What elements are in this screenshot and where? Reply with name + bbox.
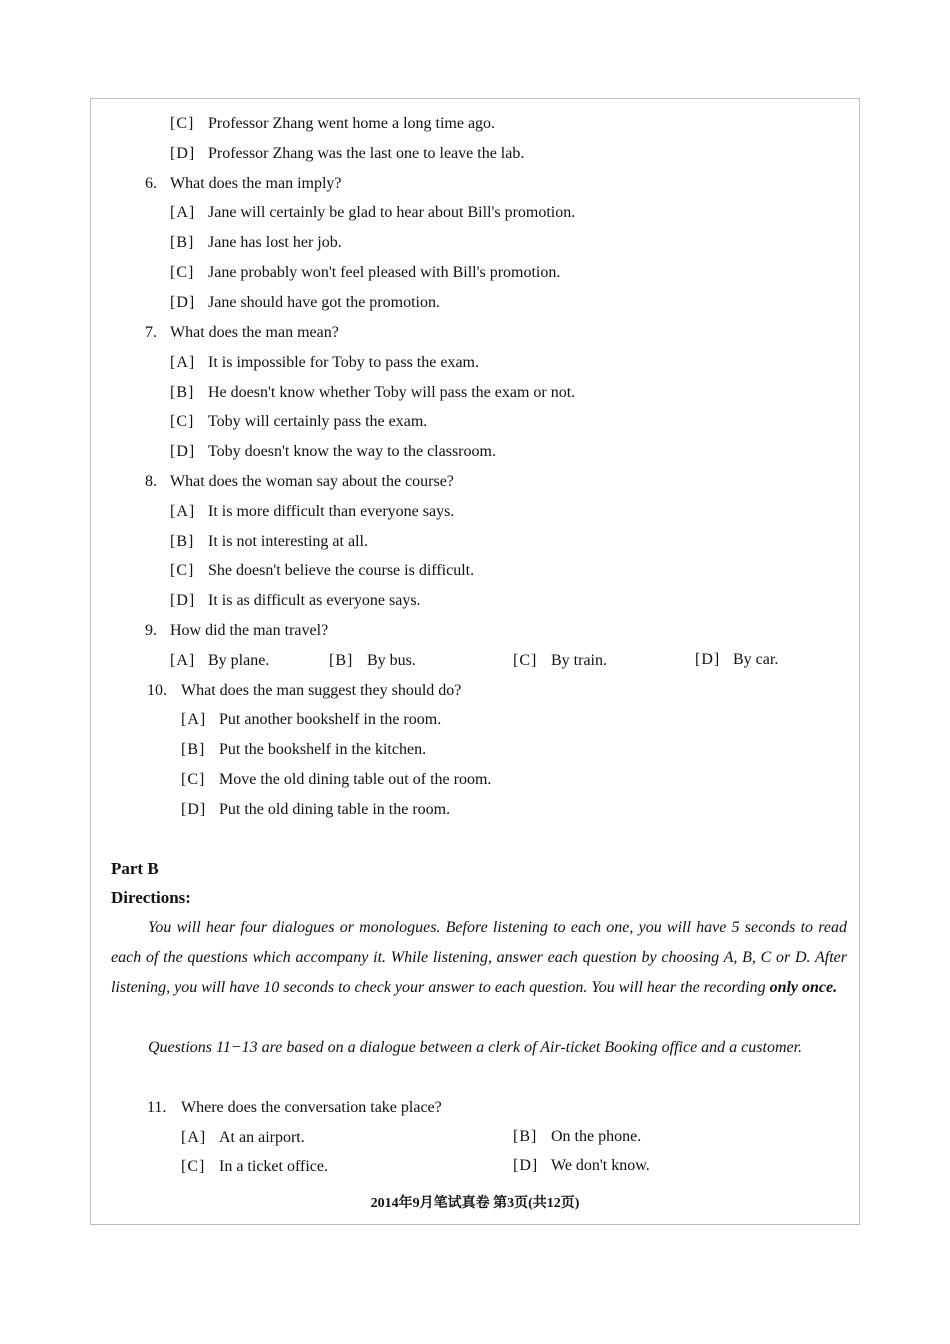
q8-question bbox=[145, 472, 454, 492]
page-footer: 2014年9月笔试真卷 第3页(共12页) bbox=[370, 1196, 580, 1211]
option-text: Toby doesn't know the way to the classroom. bbox=[208, 443, 496, 460]
option-letter: [B] bbox=[170, 533, 195, 550]
option-text: It is as difficult as everyone says. bbox=[208, 592, 421, 609]
option-letter: [A] bbox=[170, 652, 196, 669]
option-text: Toby will certainly pass the exam. bbox=[208, 413, 428, 430]
directions-paragraph bbox=[111, 913, 847, 1003]
part-b-title: Part B bbox=[111, 859, 159, 878]
q9-option-b bbox=[329, 651, 416, 671]
option-text: Jane will certainly be glad to hear about Bill's promotion. bbox=[208, 204, 576, 221]
option-text: Jane has lost her job. bbox=[208, 234, 342, 251]
q11-option-c bbox=[181, 1157, 328, 1177]
option-letter: [C] bbox=[170, 115, 195, 132]
q8-option-a bbox=[170, 502, 454, 522]
directions-text: You will hear four dialogues or monologues. Before listening to each one, you will have 5 seconds to read each of the questions which accompany it. While listening, answer each question by choosing A, B, C or D. After listening, you will have 10 seconds to check your answer to each question. You will hear the recording bbox=[111, 919, 847, 996]
q10-option-a bbox=[181, 710, 441, 730]
q8-option-d bbox=[170, 591, 421, 611]
option-text: It is not interesting at all. bbox=[208, 533, 368, 550]
option-letter: [C] bbox=[181, 771, 206, 788]
q7-option-c bbox=[170, 412, 427, 432]
question-number: 6. bbox=[145, 175, 157, 192]
option-letter: [B] bbox=[170, 384, 195, 401]
q11-question bbox=[147, 1098, 442, 1118]
option-text: By car. bbox=[733, 651, 779, 668]
q5-option-d bbox=[170, 144, 524, 164]
question-text: How did the man travel? bbox=[170, 622, 329, 639]
q6-question bbox=[145, 174, 342, 194]
option-text: Put the old dining table in the room. bbox=[219, 801, 451, 818]
question-text: What does the man mean? bbox=[170, 324, 339, 341]
q10-question bbox=[147, 681, 461, 701]
option-letter: [A] bbox=[170, 354, 196, 371]
directions-emphasis: only once. bbox=[769, 979, 838, 996]
q10-option-c bbox=[181, 770, 491, 790]
question-text: Where does the conversation take place? bbox=[181, 1099, 442, 1116]
option-letter: [B] bbox=[329, 652, 354, 669]
q8-option-b bbox=[170, 532, 368, 552]
option-letter: [B] bbox=[513, 1128, 538, 1145]
question-number: 7. bbox=[145, 324, 157, 341]
option-letter: [C] bbox=[170, 413, 195, 430]
option-letter: [A] bbox=[181, 711, 207, 728]
q11-option-d bbox=[513, 1156, 650, 1176]
q5-option-c bbox=[170, 114, 495, 134]
option-text: She doesn't believe the course is difficult. bbox=[208, 562, 475, 579]
q6-option-b bbox=[170, 233, 342, 253]
option-letter: [D] bbox=[181, 801, 207, 818]
question-number: 8. bbox=[145, 473, 157, 490]
option-text: At an airport. bbox=[219, 1129, 305, 1146]
questions-intro: Questions 11−13 are based on a dialogue between a clerk of Air-ticket Booking office and a customer. bbox=[148, 1039, 803, 1056]
option-letter: [A] bbox=[170, 204, 196, 221]
option-letter: [D] bbox=[170, 443, 196, 460]
option-letter: [D] bbox=[170, 145, 196, 162]
q10-option-d bbox=[181, 800, 450, 820]
option-text: By plane. bbox=[208, 652, 270, 669]
directions-label: Directions: bbox=[111, 888, 191, 907]
option-text: We don't know. bbox=[551, 1157, 650, 1174]
q11-option-b bbox=[513, 1127, 641, 1147]
option-letter: [A] bbox=[170, 503, 196, 520]
option-text: He doesn't know whether Toby will pass the exam or not. bbox=[208, 384, 576, 401]
option-text: Jane probably won't feel pleased with Bill's promotion. bbox=[208, 264, 561, 281]
question-number: 11. bbox=[147, 1099, 167, 1116]
option-text: In a ticket office. bbox=[219, 1158, 328, 1175]
q7-option-d bbox=[170, 442, 496, 462]
option-letter: [D] bbox=[695, 651, 721, 668]
question-number: 9. bbox=[145, 622, 157, 639]
option-letter: [C] bbox=[181, 1158, 206, 1175]
question-number: 10. bbox=[147, 682, 167, 699]
q9-option-d bbox=[695, 650, 778, 670]
option-letter: [A] bbox=[181, 1129, 207, 1146]
q7-option-b bbox=[170, 383, 575, 403]
option-letter: [C] bbox=[170, 562, 195, 579]
option-letter: [D] bbox=[513, 1157, 539, 1174]
q9-option-c bbox=[513, 651, 607, 671]
option-text: Jane should have got the promotion. bbox=[208, 294, 440, 311]
option-text: By bus. bbox=[367, 652, 416, 669]
q7-option-a bbox=[170, 353, 479, 373]
q6-option-d bbox=[170, 293, 440, 313]
option-text: It is more difficult than everyone says. bbox=[208, 503, 455, 520]
option-text: Move the old dining table out of the room. bbox=[219, 771, 492, 788]
q6-option-a bbox=[170, 203, 575, 223]
option-text: On the phone. bbox=[551, 1128, 642, 1145]
option-letter: [B] bbox=[181, 741, 206, 758]
q10-option-b bbox=[181, 740, 426, 760]
option-letter: [B] bbox=[170, 234, 195, 251]
q6-option-c bbox=[170, 263, 560, 283]
q8-option-c bbox=[170, 561, 474, 581]
option-text: By train. bbox=[551, 652, 607, 669]
option-text: It is impossible for Toby to pass the exam. bbox=[208, 354, 479, 371]
option-text: Put the bookshelf in the kitchen. bbox=[219, 741, 427, 758]
question-text: What does the woman say about the course? bbox=[170, 473, 454, 490]
q11-option-a bbox=[181, 1128, 305, 1148]
option-text: Professor Zhang was the last one to leave the lab. bbox=[208, 145, 525, 162]
question-text: What does the man imply? bbox=[170, 175, 342, 192]
option-letter: [D] bbox=[170, 294, 196, 311]
option-letter: [C] bbox=[513, 652, 538, 669]
option-letter: [C] bbox=[170, 264, 195, 281]
option-text: Put another bookshelf in the room. bbox=[219, 711, 442, 728]
q7-question bbox=[145, 323, 339, 343]
question-text: What does the man suggest they should do? bbox=[181, 682, 462, 699]
option-text: Professor Zhang went home a long time ago. bbox=[208, 115, 496, 132]
q9-option-a bbox=[170, 651, 269, 671]
q9-question bbox=[145, 621, 328, 641]
option-letter: [D] bbox=[170, 592, 196, 609]
